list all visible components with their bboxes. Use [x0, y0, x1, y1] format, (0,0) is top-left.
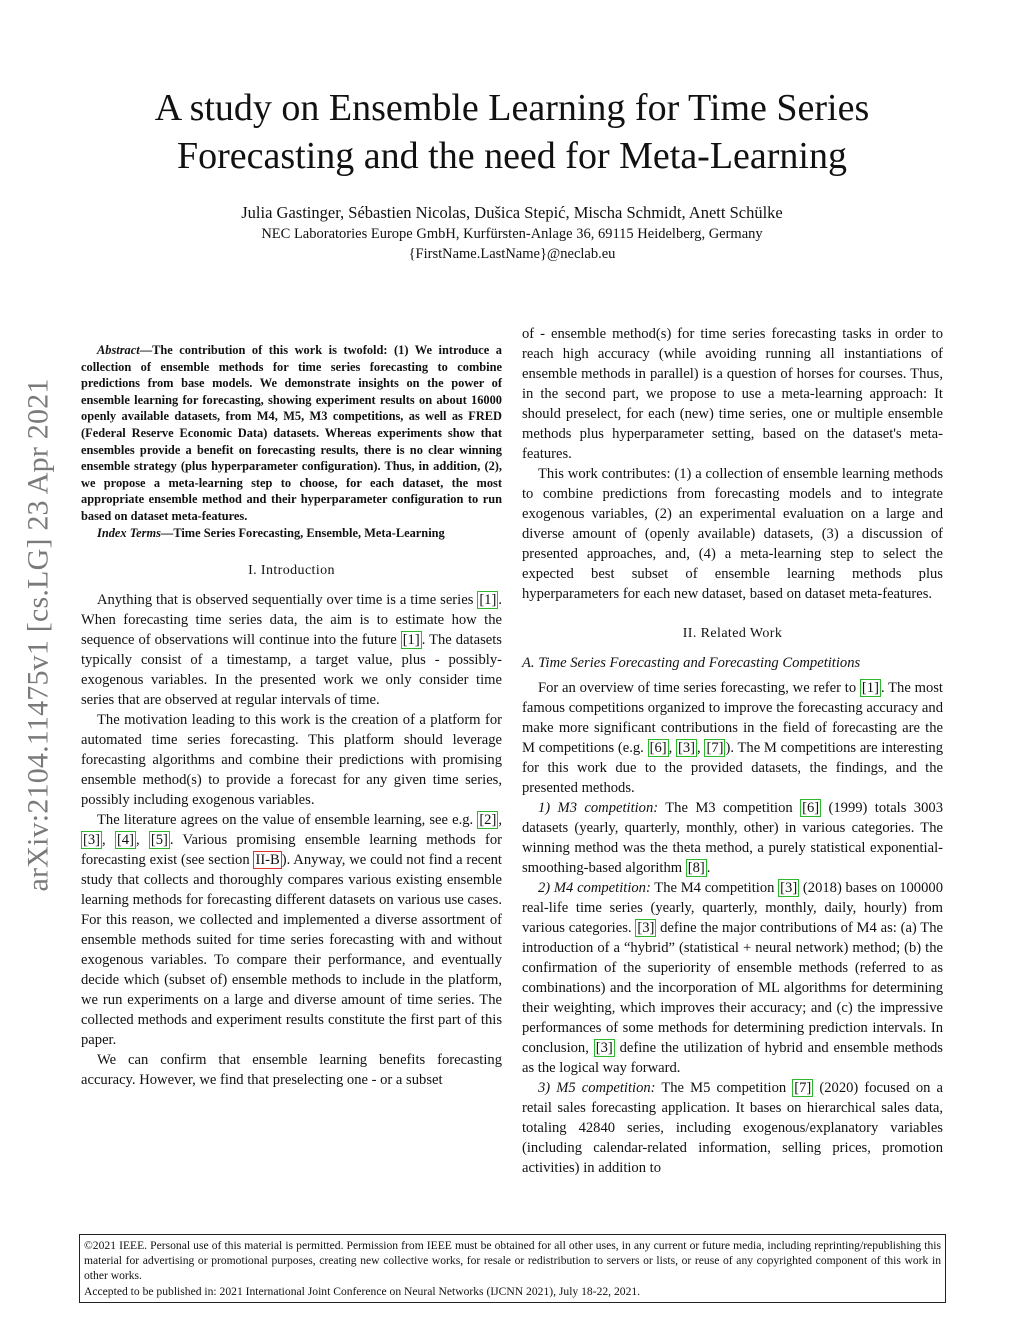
citation-link[interactable]: [7] [794, 1080, 812, 1096]
affiliation: NEC Laboratories Europe GmbH, Kurfürsten-Anlage 36, 69115 Heidelberg, Germany [261, 226, 763, 242]
m4-paragraph: 2) M4 competition: The M4 competition [3] (2018) bases on 100000 real-life time series (yearly, quarterly, monthly, daily, hourly) from various categories. [3] define the major contributions of M4 as: (a) The introduction of a “hybrid” (statistical + neural network) method; (b) the confirmation of the superiority of ensemble methods (referred to as combinations) and the incorporation of ML algorithms for determining their weighting, which improves their accuracy; and (c) the impressive performances of some methods for determining prediction intervals. In conclusion, [3] define the utilization of hybrid and ensemble methods as the logical way forward. [522, 880, 943, 1076]
m3-label: 1) M3 competition: [538, 800, 659, 816]
abstract-label: Abstract [97, 343, 140, 357]
citation-link[interactable]: [1] [479, 592, 497, 609]
contributions-paragraph: This work contributes: (1) a collection of ensemble learning methods to combine predictions from forecasting models and to integrate exogenous variables, (2) an experimental evaluation on a large and diverse amount of (openly available) datasets, (3) a discussion of presented approaches, and, (4) a meta-learning step to select the expected best subset of ensemble learning methods plus hyperparameters for each new dataset, based on dataset meta-features. [522, 466, 943, 602]
section-link[interactable]: II-B [255, 852, 280, 869]
citation-link[interactable]: [5] [150, 832, 168, 849]
m4-label: 2) M4 competition: [538, 880, 651, 896]
citation-link[interactable]: [6] [649, 740, 667, 756]
section-heading-introduction: I. Introduction [248, 563, 335, 579]
intro-paragraph-4: We can confirm that ensemble learning benefits forecasting accuracy. However, we find that preselecting one - or a subset [81, 1052, 502, 1089]
citation-link[interactable]: [1] [861, 680, 879, 696]
citation-link[interactable]: [8] [687, 860, 705, 876]
title-line-2: Forecasting and the need for Meta-Learning [176, 135, 847, 177]
section-heading-related-work: II. Related Work [682, 626, 783, 641]
contact-email: {FirstName.LastName}@neclab.eu [408, 246, 616, 262]
citation-link[interactable]: [4] [116, 832, 134, 849]
citation-link[interactable]: [7] [706, 740, 724, 756]
abstract [81, 342, 502, 525]
overview-paragraph: For an overview of time series forecasting, we refer to [1] . The most famous competitions organized to improve the forecasting accuracy and make more significant contributions in the field of forecasting are the M competitions (e.g. [6] , [3] , [7] ). The M competitions are interesting for this work due to the provided datasets, the findings, and the presented methods. [522, 680, 943, 796]
copyright-notice [79, 1234, 946, 1303]
citation-link[interactable]: [3] [595, 1040, 613, 1056]
citation-link[interactable]: [2] [479, 812, 497, 829]
index-terms [81, 525, 502, 542]
author-list: Julia Gastinger, Sébastien Nicolas, Dušica Stepić, Mischa Schmidt, Anett Schülke [241, 203, 783, 222]
intro-paragraph-1: Anything that is observed sequentially over time is a time series [1] . When forecasting time series data, the aim is to estimate how the sequence of observations will continue into the future [1] . The datasets typically consist of a timestamp, a target value, plus - possibly- exogenous variables. In the presented work we only consider time series that are observed at regular intervals of time. [81, 592, 502, 709]
arxiv-identifier-text: arXiv:2104.11475v1 [cs.LG] 23 Apr 2021 [22, 378, 55, 892]
citation-link[interactable]: [3] [83, 832, 101, 849]
abstract-text: —The contribution of this work is twofold: (1) We introduce a collection of ensemble methods for time series forecasting to combine predictions from base models. We demonstrate insights on the power of ensemble learning for forecasting, showing experiment results on about 16000 openly available datasets, from M4, M5, M3 competitions, as well as FRED (Federal Reserve Economic Data) datasets. Whereas experiments show that ensembles provide a benefit on forecasting results, there is no clear winning ensemble strategy (plus hyperparameter configuration). Thus, in addition, (2), we propose a meta-learning step to choose, for each dataset, the most appropriate ensemble method and their hyperparameter configuration to run based on dataset meta-features. [81, 343, 502, 523]
citation-link[interactable]: [1] [402, 632, 420, 649]
intro-paragraph-continued: of - ensemble method(s) for time series forecasting tasks in order to reach high accuracy (while avoiding running all instantiations of ensemble methods in parallel) is a question of horses for courses. Thus, in the second part, we propose to use a meta-learning approach: It should preselect, for each (new) time series, one or multiple ensemble methods plus hyperparameter setting, based on the dataset's meta-features. [522, 326, 943, 462]
title-line-1: A study on Ensemble Learning for Time Series [154, 87, 870, 129]
m5-label: 3) M5 competition: [538, 1080, 656, 1096]
index-terms-label: Index Terms [97, 525, 161, 540]
acceptance-text: Accepted to be published in: 2021 International Joint Conference on Neural Networks (IJCNN 2021), July 18-22, 2021. [84, 1284, 641, 1298]
citation-link[interactable]: [3] [678, 740, 696, 756]
index-terms-text: —Time Series Forecasting, Ensemble, Meta-Learning [160, 525, 445, 540]
m5-paragraph: 3) M5 competition: The M5 competition [7] (2020) focused on a retail sales forecasting application. It bases on hierarchical sales data, totaling 42840 series, including exogenous/explanatory variables (including calendar-related information, selling prices, promotion activities) in addition to [522, 1080, 943, 1176]
m3-paragraph: 1) M3 competition: The M3 competition [6] (1999) totals 3003 datasets (yearly, quarterly, monthly, other) in various categories. The winning method was the theta method, a purely statistical exponential-smoothing-based algorithm [8] . [522, 800, 943, 876]
intro-paragraph-2: The motivation leading to this work is the creation of a platform for automated time series forecasting. This platform should leverage forecasting algorithms and combine their predictions with promising ensemble method(s) to provide a forecast for any given time series, possibly including exogenous variables. [81, 712, 502, 809]
paper-title [80, 84, 944, 180]
left-column [81, 342, 502, 1090]
copyright-text: ©2021 IEEE. Personal use of this material is permitted. Permission from IEEE must be obtained for all other uses, in any current or future media, including reprinting/republishing this material for advertising or promotional purposes, creating new collective works, for resale or redistribution to servers or lists, or reuse of any copyrighted component of this work in other works. [84, 1239, 941, 1283]
subsection-heading: A. Time Series Forecasting and Forecasting Competitions [522, 655, 861, 671]
arxiv-identifier [14, 320, 64, 950]
intro-paragraph-3: The literature agrees on the value of ensemble learning, see e.g. [2] , [3] , [4] , [5] . Various promising ensemble learning methods for forecasting exist (see section II-B ). Anyway, we could not find a recent study that collects and thoroughly compares various existing ensemble learning methods for forecasting different datasets on various use cases. For this reason, we collected and implemented a diverse assortment of ensemble methods suited for time series forecasting with and without exogenous variables. To compare their performance, and eventually decide which (subset of) ensemble methods to include in the platform, we run experiments on a large and diverse amount of time series. The collected methods and experiment results constitute the first part of this paper. [81, 812, 502, 1049]
citation-link[interactable]: [3] [637, 920, 655, 936]
citation-link[interactable]: [3] [780, 880, 798, 896]
right-column [522, 324, 943, 1178]
citation-link[interactable]: [6] [802, 800, 820, 816]
